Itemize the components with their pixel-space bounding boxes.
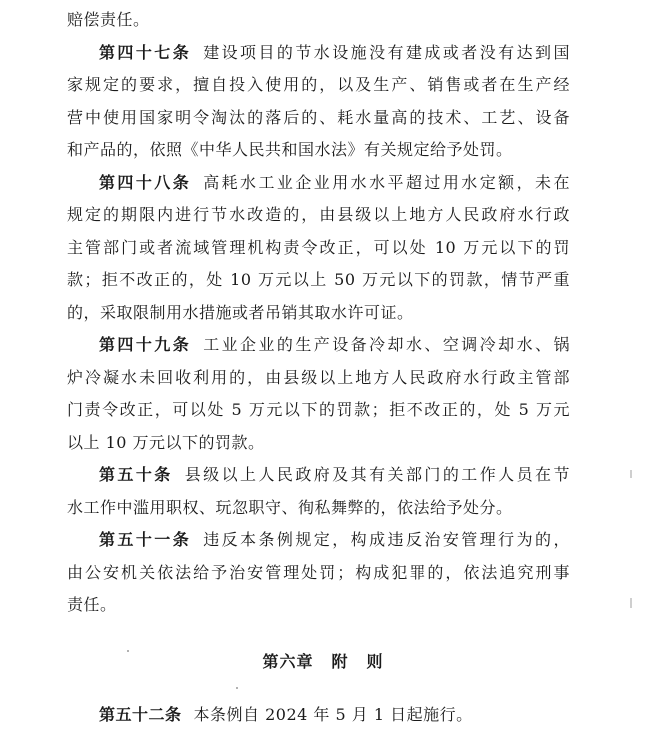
article-line: 由公安机关依法给予治安管理处罚；构成犯罪的，依法追究刑事 (67, 562, 570, 582)
article-text: 工业企业的生产设备冷却水、空调冷却水、锅 (203, 335, 570, 354)
article-line: 家规定的要求，擅自投入使用的，以及生产、销售或者在生产经 (67, 75, 570, 94)
article-text: 建设项目的节水设施没有建成或者没有达到国 (203, 42, 570, 62)
article-47 (67, 37, 570, 167)
scan-speck (236, 687, 238, 689)
scan-edge-mark (630, 470, 632, 478)
article-text: 高耗水工业企业用水水平超过用水定额，未在 (203, 172, 570, 192)
article-line: 款；拒不改正的，处 10 万元以上 50 万元以下的罚款，情节严重 (67, 270, 570, 289)
chapter-number: 第六章 (262, 652, 314, 671)
article-49 (67, 329, 570, 459)
article-line (67, 459, 570, 492)
article-text: 违反本条例规定，构成违反治安管理行为的， (203, 530, 570, 549)
article-label: 第五十条 (99, 465, 173, 484)
scan-edge-mark (630, 598, 632, 608)
chapter-title-part2: 则 (366, 652, 384, 671)
article-51 (67, 524, 570, 622)
article-line: 主管部门或者流域管理机构责令改正，可以处 10 万元以下的罚 (67, 237, 570, 257)
article-text: 县级以上人民政府及其有关部门的工作人员在节 (184, 465, 570, 484)
article-label: 第四十九条 (99, 335, 192, 354)
article-label: 第五十二条 (99, 705, 182, 724)
article-line: 门责令改正，可以处 5 万元以下的罚款；拒不改正的，处 5 万元 (67, 400, 570, 419)
article-line: 以上 10 万元以下的罚款。 (67, 432, 265, 452)
article-line (67, 37, 570, 70)
article-line: 炉冷凝水未回收利用的，由县级以上地方人民政府水行政主管部 (67, 367, 570, 387)
document-body (67, 4, 570, 622)
article-48 (67, 167, 570, 330)
article-50 (67, 459, 570, 524)
article-52 (67, 699, 570, 731)
article-line (67, 329, 570, 362)
intro-line: 赔偿责任。 (67, 10, 150, 29)
scan-speck (127, 650, 129, 652)
article-line: 和产品的，依照《中华人民共和国水法》有关规定给予处罚。 (67, 140, 513, 159)
article-label: 第五十一条 (99, 530, 192, 549)
article-label: 第四十八条 (99, 172, 192, 192)
chapter-title-part1: 附 (331, 652, 349, 671)
article-line: 水工作中滥用职权、玩忽职守、徇私舞弊的，依法给予处分。 (67, 497, 513, 517)
article-label: 第四十七条 (99, 42, 192, 62)
chapter-heading (0, 646, 646, 678)
article-line: 的，采取限制用水措施或者吊销其取水许可证。 (67, 302, 414, 322)
article-line: 规定的期限内进行节水改造的，由县级以上地方人民政府水行政 (67, 205, 570, 224)
article-line: 营中使用国家明令淘汰的落后的、耗水量高的技术、工艺、设备 (67, 107, 570, 127)
article-text: 本条例自 2024 年 5 月 1 日起施行。 (193, 705, 473, 724)
article-line (67, 524, 570, 557)
article-line: 责任。 (67, 595, 117, 614)
article-line (67, 167, 570, 200)
